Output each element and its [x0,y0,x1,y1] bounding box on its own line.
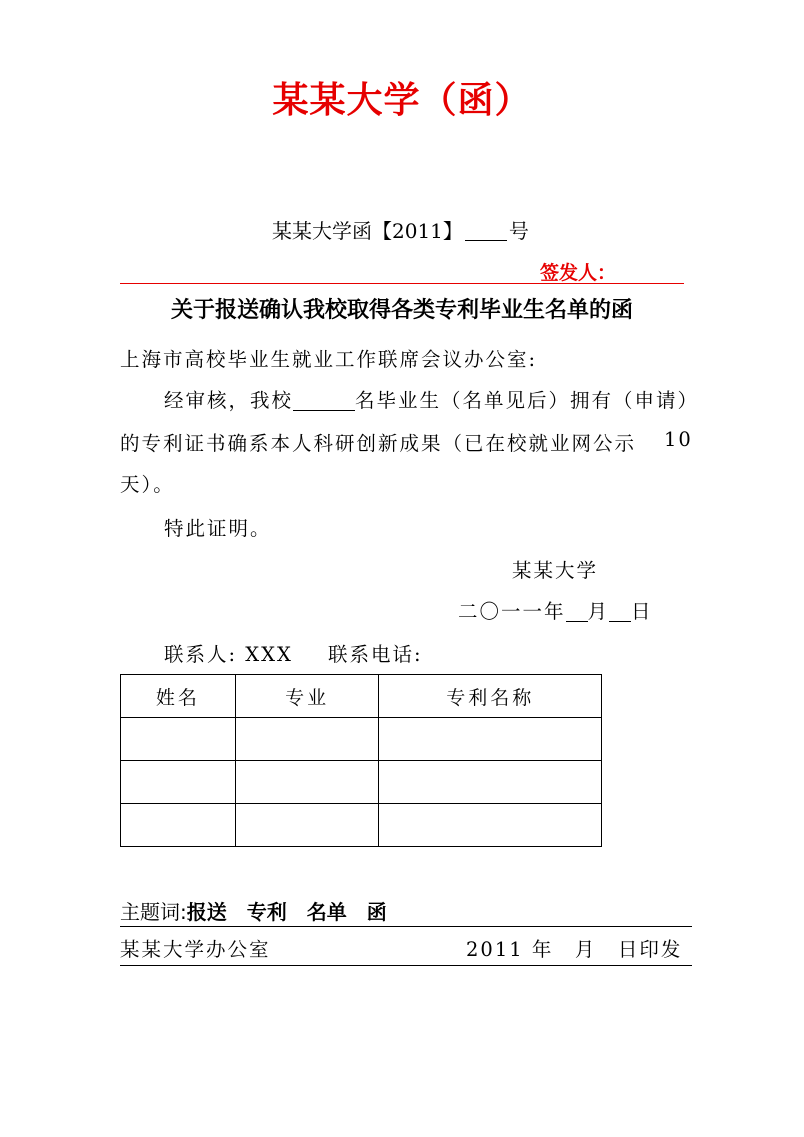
table-cell [235,761,379,804]
signer-label: 签发人： [540,262,617,284]
red-divider [120,283,684,284]
paragraph-line-1 [164,385,699,413]
footer-top-rule [120,926,692,927]
contact-person: 联系人: XXX [164,643,293,666]
recipient: 上海市高校毕业生就业工作联席会议办公室: [120,348,538,371]
day-blank [609,599,631,622]
publicity-days: 10 [664,428,693,451]
table-cell [235,718,379,761]
signature-org: 某某大学 [512,559,599,582]
table-cell [121,804,236,847]
doc-number-suffix: 号 [508,219,529,243]
issuer: 某某大学办公室 [120,938,271,961]
table-cell [379,804,602,847]
document-number [272,215,529,244]
paragraph-line-2: 的专利证书确系本人科研创新成果（已在校就业网公示 [120,432,637,455]
topic-words [120,896,387,925]
document-title: 某某大学（函） [272,80,532,121]
header-major: 专业 [235,675,379,718]
graduate-table [120,674,602,847]
table-cell [121,761,236,804]
issue-date: 2011 年 月 日印发 [466,938,683,961]
signature-date [458,596,653,624]
para1-start: 经审核，我校 [164,389,294,412]
doc-number-blank [465,220,507,241]
letter-subject: 关于报送确认我校取得各类专利毕业生名单的函 [170,298,633,323]
month-blank [566,599,588,622]
table-cell [379,761,602,804]
table-row [121,718,602,761]
contact-phone: 联系电话: [328,643,423,666]
para1-end: 名毕业生（名单见后）拥有（申请） [355,389,700,412]
topic-values: 报送 专利 名单 函 [186,900,387,924]
table-header-row [121,675,602,718]
table-cell [379,718,602,761]
doc-number-prefix: 某某大学函【2011】 [272,219,463,243]
topic-label: 主题词: [120,900,187,924]
table-cell [121,718,236,761]
date-month: 月 [587,600,610,623]
date-day: 日 [631,600,653,623]
header-patent: 专利名称 [379,675,602,718]
table-cell [235,804,379,847]
header-name: 姓名 [121,675,236,718]
table-row [121,761,602,804]
paragraph-line-3: 天）。 [120,473,175,496]
table-row [121,804,602,847]
closing-text: 特此证明。 [164,517,272,540]
footer-bottom-rule [120,965,692,966]
date-year: 二〇一一年 [458,600,566,623]
graduate-count-blank [293,388,355,411]
